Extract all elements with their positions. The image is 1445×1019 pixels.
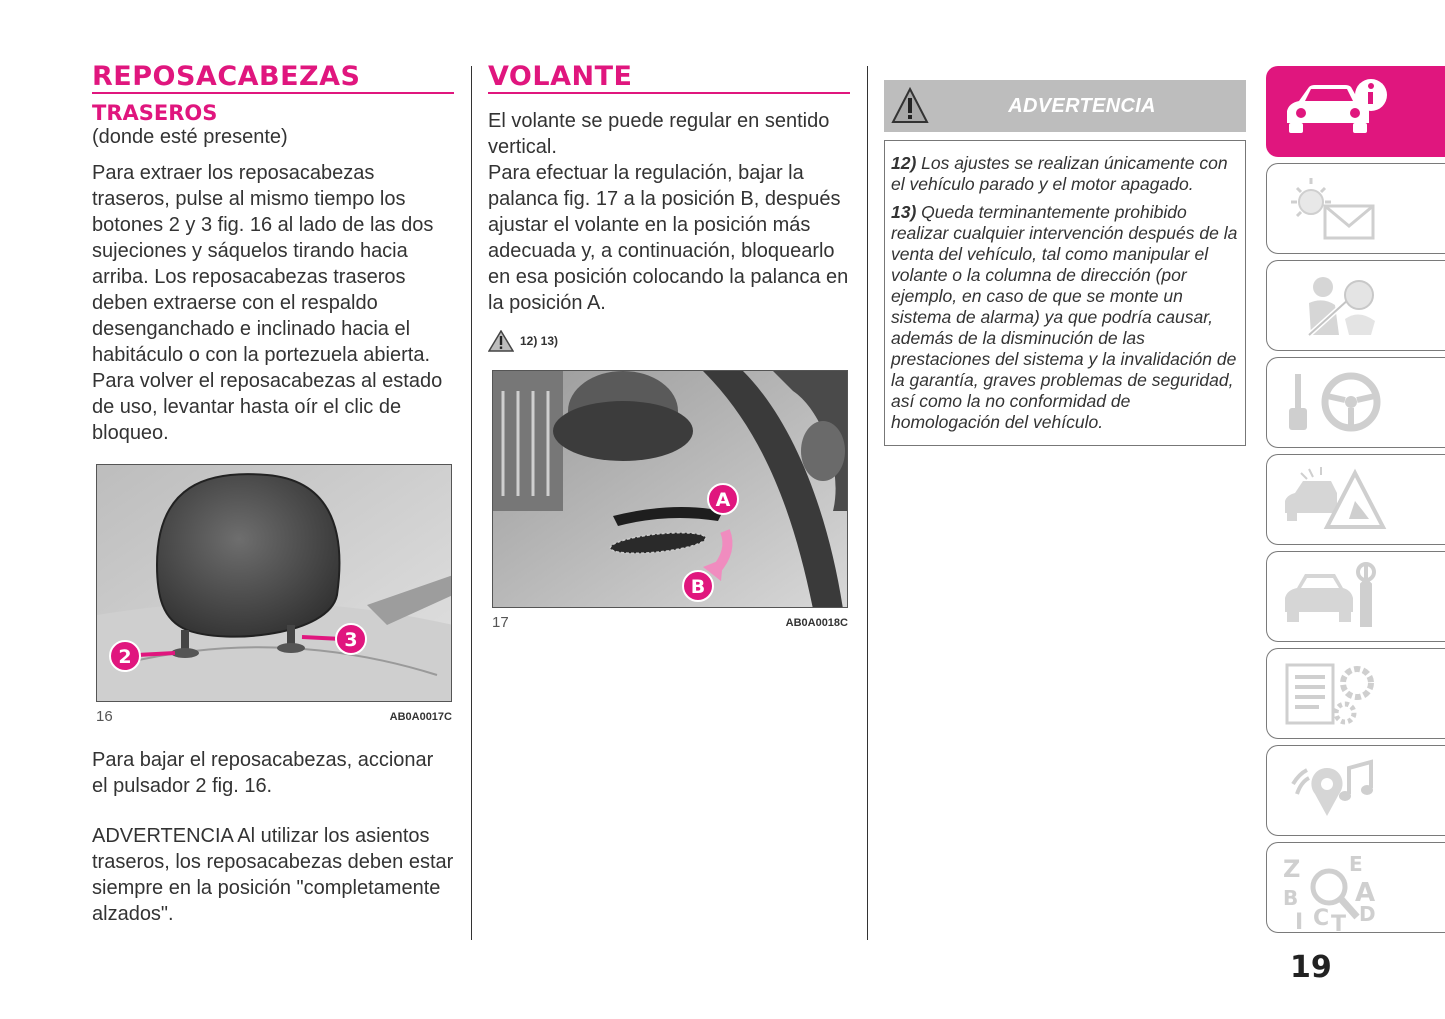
warning-item-13 [891,202,1239,433]
figure-caption [492,614,848,631]
warning-item-12 [891,153,1239,195]
callout-3-label: 3 [344,629,358,651]
availability-note: (donde esté presente) [92,126,288,148]
title-rule [488,92,850,94]
index-letter: C [1313,906,1330,931]
title-rule [92,92,454,94]
section-subtitle-rear: TRASEROS [92,101,218,125]
section-title-steering: VOLANTE [488,61,633,92]
index-letter: T [1331,912,1347,931]
headrest-lower-text: Para bajar el reposacabezas, accionar el pulsador 2 fig. 16. [92,749,434,797]
column-divider [471,66,472,940]
column-warning [884,80,1246,446]
headrest-illustration [96,464,452,702]
index-letter: E [1349,852,1363,876]
index-letter: B [1283,886,1299,910]
warning-references[interactable] [488,330,850,352]
tab-emergency[interactable] [1266,454,1445,545]
figure-code: AB0A0017C [389,710,452,723]
warning-header-title: ADVERTENCIA [1008,94,1156,117]
steering-drawing [493,371,848,608]
warning-item-number: 13) [891,202,917,222]
index-icon [1279,851,1389,931]
tab-index[interactable] [1266,842,1445,933]
index-letter: Z [1283,855,1301,883]
steering-adjust-text: Para efectuar la regulación, bajar la palanca fig. 17 a la posición B, después ajustar el volante en la posición más adecuada y, a continuación, bloquearlo en esa posición colocando la palanca en la posición A. [488,162,849,314]
warning-lights-icon [1279,172,1389,248]
figure-number: 16 [96,708,113,725]
chapter-tabs [1266,66,1445,939]
headrest-removal-text: Para extraer los reposacabezas traseros, pulse al mismo tiempo los botones 2 y 3 fig. 16 al lado de las dos sujeciones y sáquelos tirando hacia arriba. Los reposacabezas traseros deben extraerse con el respaldo desenganchado e inclinado hacia el habitáculo o con la portezuela abierta. Para volver el reposacabezas al estado de uso, levantar hasta oír el clic de bloqueo. [92,162,443,444]
figure-code: AB0A0018C [785,616,848,629]
warning-triangle-icon [890,86,930,126]
tab-maintenance[interactable] [1266,551,1445,642]
headrest-drawing [97,465,452,702]
index-letter: I [1295,910,1304,931]
tab-technical-data[interactable] [1266,648,1445,739]
tab-safety[interactable] [1266,260,1445,351]
callout-2-label: 2 [118,646,132,668]
index-letter: D [1359,902,1376,926]
figure-17 [492,370,848,631]
page-number: 19 [1290,950,1332,985]
tab-warning-lights[interactable] [1266,163,1445,254]
steering-lever-illustration [492,370,848,608]
emergency-icon [1279,463,1389,539]
figure-number: 17 [492,614,509,631]
technical-data-icon [1279,657,1389,733]
steering-intro-text: El volante se puede regular en sentido vertical. [488,110,830,158]
warning-item-text: Los ajustes se realizan únicamente con el vehículo parado y el motor apagado. [891,153,1228,194]
warning-box [884,140,1246,446]
starting-driving-icon [1279,366,1389,442]
figure-caption [96,708,452,725]
warning-triangle-icon [488,330,514,352]
figure-16 [96,464,452,725]
callout-b-label: B [690,576,706,598]
maintenance-icon [1279,560,1389,636]
column-steering-wheel [488,62,850,631]
tab-starting-driving[interactable] [1266,357,1445,448]
warning-item-text: Queda terminantemente prohibido realizar cualquier intervención después de la venta del vehículo, tal como manipular el volante o la columna de dirección (por ejemplo, en caso de que se monte un sistema de alarma) ya que podría causar, además de la disminución de las prestaciones del sistema y la invalidación de la garantía, graves problemas de seguridad, así como la no conformidad de homologación del vehículo. [891,202,1238,432]
column-divider [867,66,868,940]
warning-item-number: 12) [891,153,917,173]
tab-car-info[interactable] [1266,66,1445,157]
index-letter: A [1355,878,1376,908]
column-headrests [92,62,454,927]
warning-references-label: 12) 13) [520,334,559,348]
section-title-headrests: REPOSACABEZAS [92,61,361,92]
headrest-warning-text: ADVERTENCIA Al utilizar los asientos traseros, los reposacabezas deben estar siempre en la posición "completamente alzados". [92,825,454,925]
safety-icon [1279,269,1389,345]
multimedia-icon [1279,754,1389,830]
tab-multimedia[interactable] [1266,745,1445,836]
warning-header [884,80,1246,132]
car-info-icon [1279,75,1389,145]
callout-a-label: A [715,489,731,511]
